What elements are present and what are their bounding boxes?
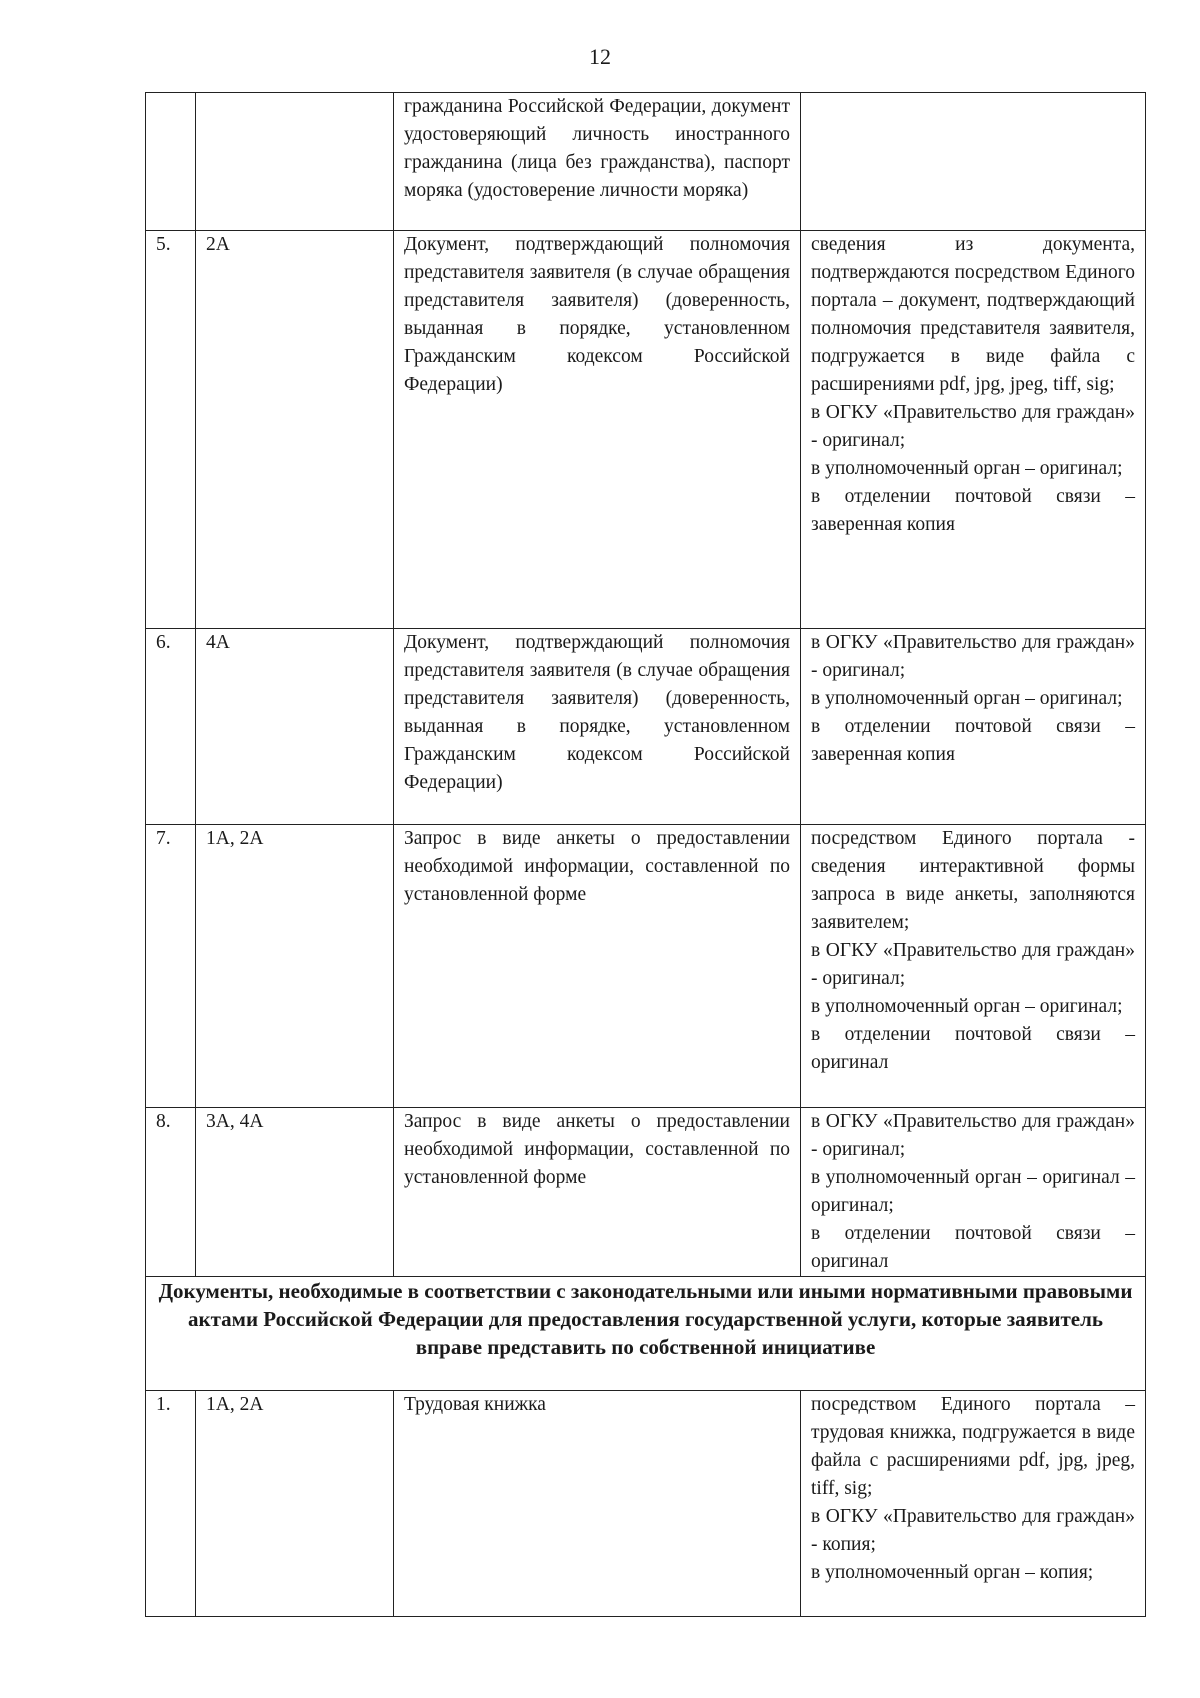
submission-line: в ОГКУ «Правительство для граждан» - копия; [811,1506,1135,1555]
submission-line: сведения из документа, подтверждаются посредством Единого портала – документ, подтверждающий полномочия представителя заявителя, подгружается в виде файла с расширениями pdf, jpg, jpeg, tiff, sig; [811,234,1135,395]
submission-line: посредством Единого портала – трудовая книжка, подгружается в виде файла с расширениями pdf, jpg, jpeg, tiff, sig; [811,1394,1135,1499]
section-row [146,1277,1146,1391]
submission-line: в отделении почтовой связи – оригинал [811,1024,1135,1073]
submission-line: посредством Единого портала - сведения интерактивной формы запроса в виде анкеты, заполняются заявителем; [811,828,1135,933]
submission-line: в отделении почтовой связи – заверенная копия [811,486,1135,535]
submission-line: в уполномоченный орган – оригинал; [811,688,1123,709]
submission-method [801,231,1146,629]
table-row [146,1391,1146,1617]
document-name: Трудовая книжка [394,1391,801,1617]
row-number: 1. [146,1391,196,1617]
document-name: Запрос в виде анкеты о предоставлении необходимой информации, составленной по установленной форме [394,825,801,1108]
row-number: 8. [146,1108,196,1277]
submission-line: в ОГКУ «Правительство для граждан» - оригинал; [811,1111,1135,1160]
document-name: Документ, подтверждающий полномочия представителя заявителя (в случае обращения представителя заявителя) (доверенность, выданная в порядке, установленном Гражданским кодексом Российской Федерации) [394,629,801,825]
applicant-category: 1А, 2А [196,825,394,1108]
submission-method [801,93,1146,231]
submission-line: в отделении почтовой связи – оригинал [811,1223,1135,1272]
row-number: 6. [146,629,196,825]
table-row [146,1108,1146,1277]
applicant-category: 1А, 2А [196,1391,394,1617]
table-row [146,629,1146,825]
submission-method [801,1108,1146,1277]
table-row [146,231,1146,629]
applicant-category: 4А [196,629,394,825]
page-number: 12 [589,44,611,69]
submission-method [801,825,1146,1108]
row-number: 7. [146,825,196,1108]
submission-method [801,1391,1146,1617]
table-row [146,93,1146,231]
table-row [146,825,1146,1108]
section-heading: Документы, необходимые в соответствии с законодательными или иными нормативными правовыми актами Российской Федерации для предоставления государственной услуги, которые заявитель вправе представить по собственной инициативе [146,1277,1146,1391]
row-number [146,93,196,231]
document-name: Документ, подтверждающий полномочия представителя заявителя (в случае обращения представителя заявителя) (доверенность, выданная в порядке, установленном Гражданским кодексом Российской Федерации) [394,231,801,629]
applicant-category: 2А [196,231,394,629]
submission-line: в уполномоченный орган – копия; [811,1562,1094,1583]
documents-table [145,92,1146,1617]
document-name: гражданина Российской Федерации, документ удостоверяющий личность иностранного гражданина (лица без гражданства), паспорт моряка (удостоверение личности моряка) [394,93,801,231]
submission-line: в ОГКУ «Правительство для граждан» - оригинал; [811,402,1135,451]
submission-line: в уполномоченный орган – оригинал; [811,458,1123,479]
submission-line: в ОГКУ «Правительство для граждан» - оригинал; [811,632,1135,681]
submission-line: в уполномоченный орган – оригинал; [811,996,1123,1017]
document-name: Запрос в виде анкеты о предоставлении необходимой информации, составленной по установленной форме [394,1108,801,1277]
submission-method [801,629,1146,825]
submission-line: в уполномоченный орган – оригинал – оригинал; [811,1167,1135,1216]
applicant-category: 3А, 4А [196,1108,394,1277]
applicant-category [196,93,394,231]
submission-line: в ОГКУ «Правительство для граждан» - оригинал; [811,940,1135,989]
submission-line: в отделении почтовой связи – заверенная копия [811,716,1135,765]
row-number: 5. [146,231,196,629]
